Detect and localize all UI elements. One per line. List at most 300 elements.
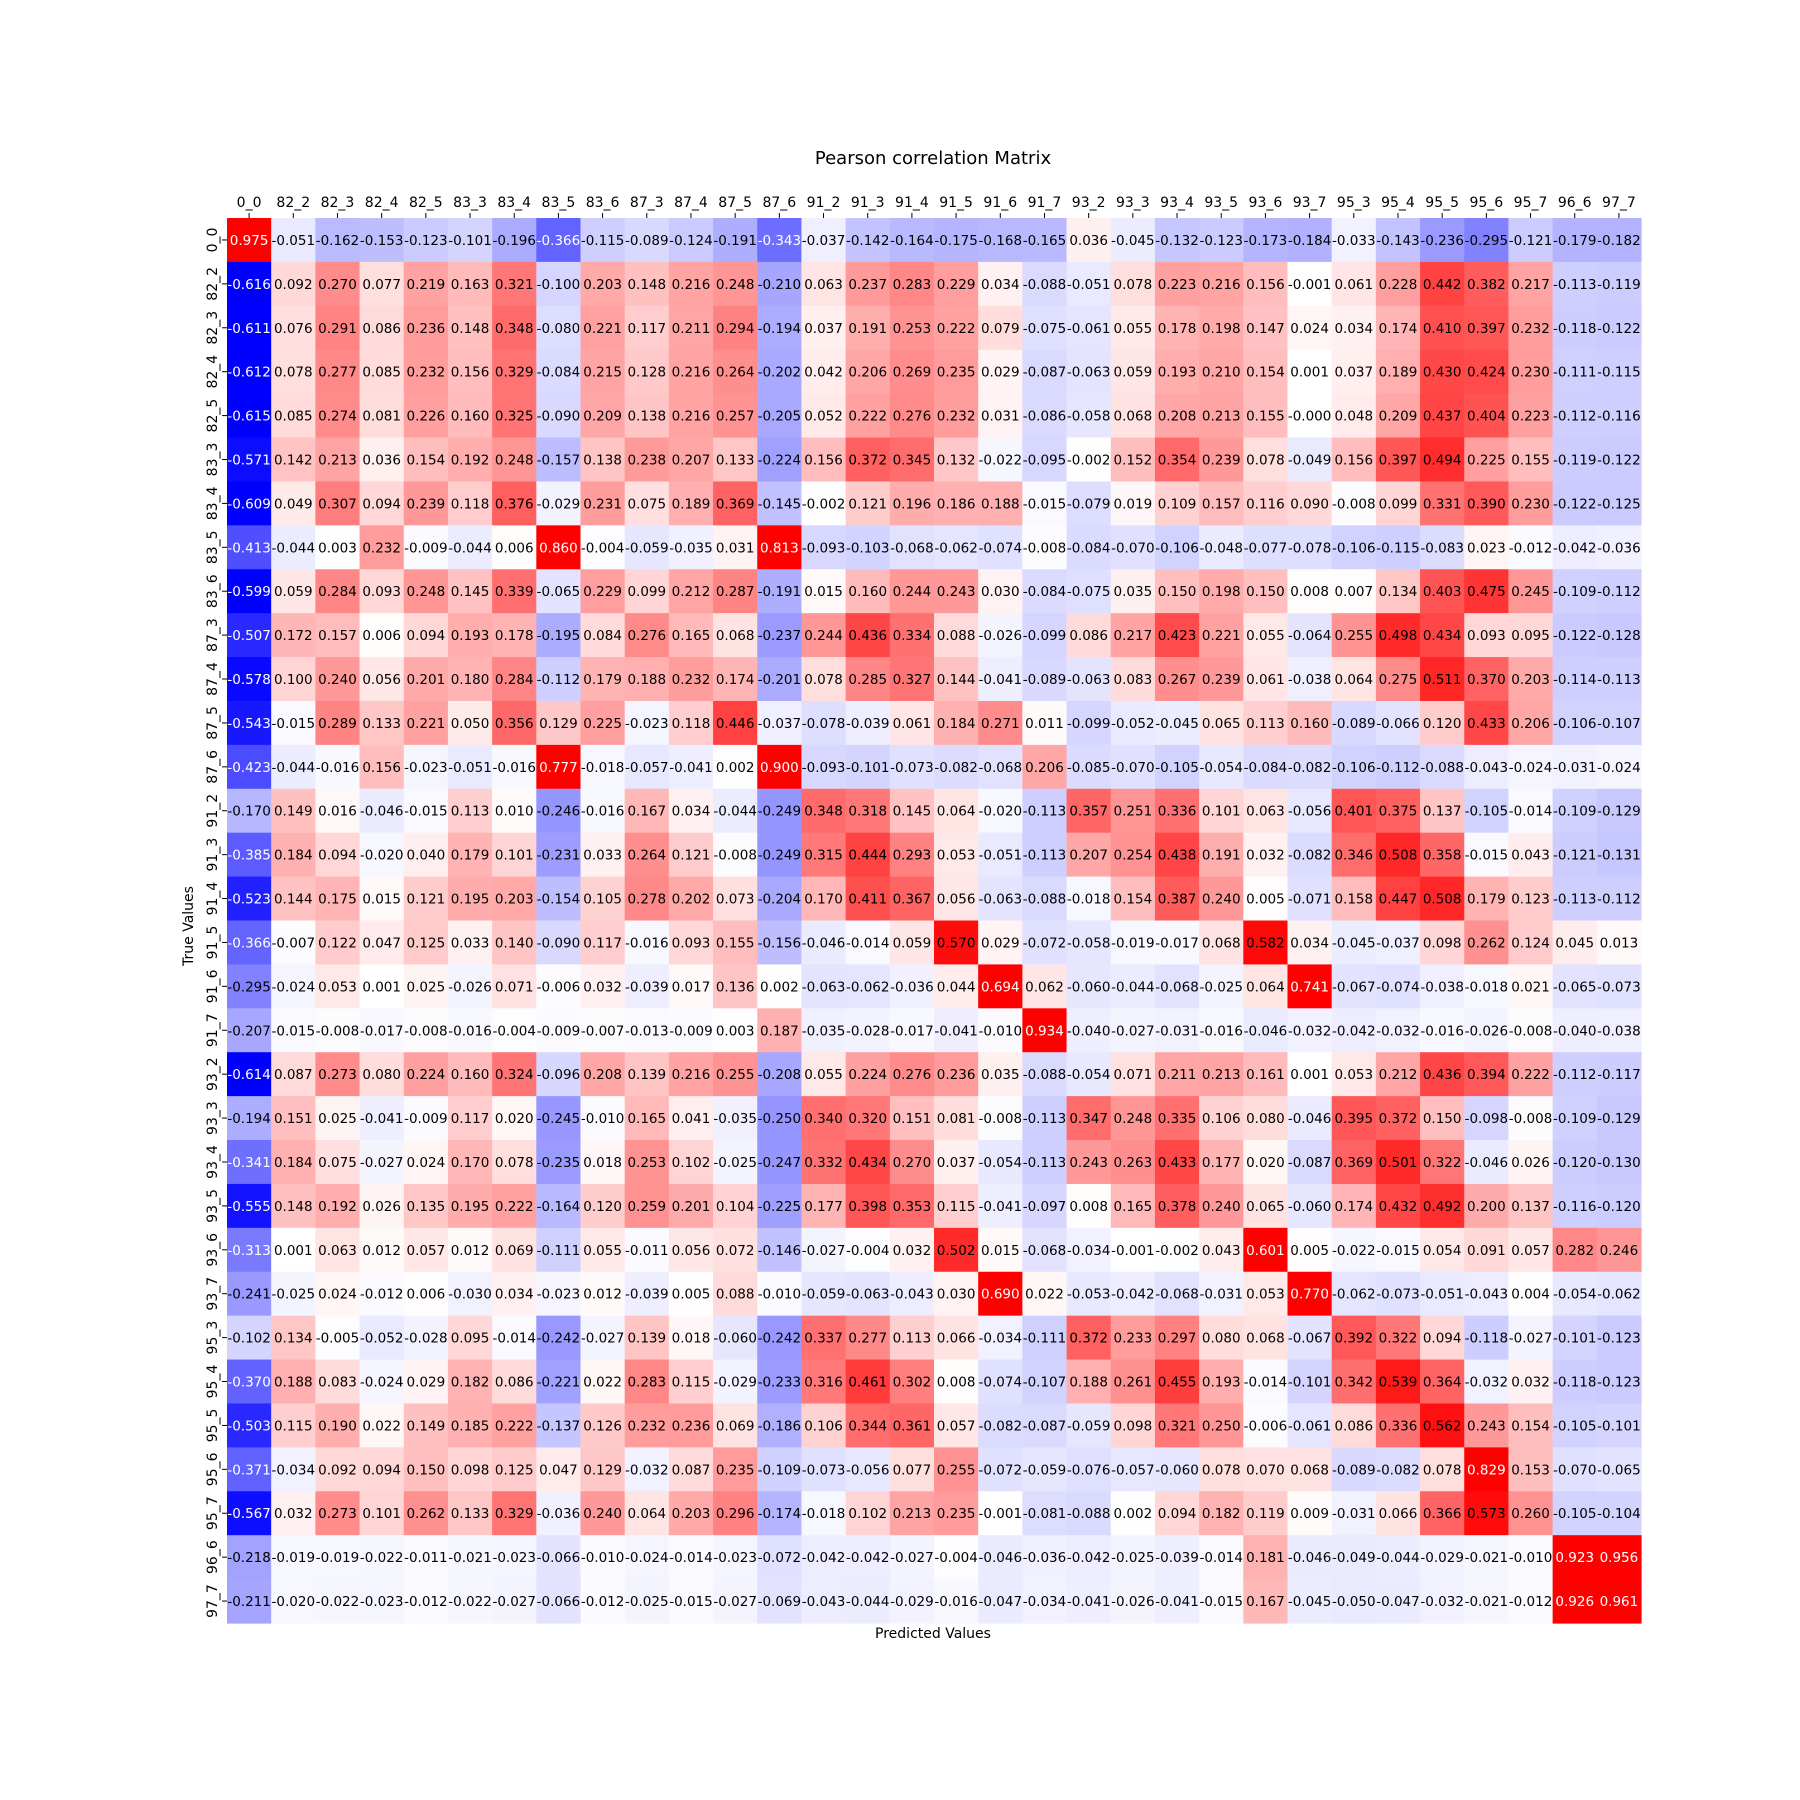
heatmap-cell-label: -0.045 [1287, 1594, 1332, 1611]
heatmap-cell-label: 0.235 [936, 364, 976, 381]
heatmap-cell-label: 0.061 [1246, 672, 1285, 689]
heatmap-cell-label: -0.205 [757, 408, 802, 425]
heatmap-cell-label: 0.243 [1467, 1418, 1506, 1435]
heatmap-cell-label: 0.151 [892, 1111, 932, 1128]
y-tick-label: 93_7 [205, 1276, 221, 1311]
heatmap-cell-label: 0.095 [1511, 628, 1550, 645]
heatmap-cell-label: -0.024 [359, 1374, 404, 1391]
heatmap-cell-label: -0.031 [1332, 1506, 1376, 1523]
heatmap-cell-label: 0.361 [892, 1418, 932, 1435]
heatmap-cell-label: 0.270 [318, 276, 357, 293]
x-tick-label: 97_7 [1602, 195, 1636, 211]
heatmap-cell-label: 0.140 [494, 935, 534, 952]
heatmap-cell-label: 0.036 [362, 452, 401, 469]
heatmap-cell-label: -0.194 [757, 320, 802, 337]
heatmap-cell-label: -0.072 [978, 1462, 1023, 1479]
heatmap-cell-label: 0.329 [494, 1506, 534, 1523]
heatmap-cell-label: -0.032 [1464, 1374, 1509, 1391]
heatmap-cell-label: 0.411 [848, 891, 888, 908]
y-tick-label: 91_3 [205, 837, 221, 872]
y-tick-label: 95_6 [205, 1452, 221, 1487]
heatmap-cell-label: -0.022 [448, 1594, 492, 1611]
heatmap-cell-label: 0.150 [1246, 584, 1285, 601]
heatmap-cell-label: -0.041 [934, 1023, 978, 1040]
heatmap-cell-label: -0.039 [625, 979, 669, 996]
heatmap-cell-label: 0.217 [1511, 276, 1550, 293]
heatmap-cell-label: -0.026 [978, 628, 1023, 645]
heatmap-cell-label: -0.210 [757, 276, 802, 293]
heatmap-cell-label: 0.216 [1201, 276, 1241, 293]
heatmap-cell-label: 0.113 [892, 1330, 932, 1347]
heatmap-cell-label: -0.035 [801, 1023, 846, 1040]
heatmap-cell-label: 0.151 [273, 1111, 313, 1128]
heatmap-cell-label: -0.101 [1287, 1374, 1332, 1391]
x-tick-label: 82_3 [320, 195, 355, 211]
heatmap-cell-label: 0.094 [406, 628, 446, 645]
heatmap-cell-label: 0.068 [1201, 935, 1241, 952]
heatmap-cell-label: -0.246 [536, 803, 581, 820]
heatmap-cell-label: -0.107 [1022, 1374, 1067, 1391]
heatmap-cell-label: -0.045 [1111, 232, 1155, 249]
heatmap-cell-label: -0.191 [757, 584, 802, 601]
heatmap-cell-label: 0.494 [1422, 452, 1462, 469]
heatmap-cell-label: 0.354 [1157, 452, 1197, 469]
heatmap-cell-label: 0.165 [671, 628, 711, 645]
heatmap-cell-label: 0.063 [804, 276, 843, 293]
heatmap-cell-label: 0.193 [1157, 364, 1197, 381]
heatmap-cell-label: -0.013 [625, 1023, 669, 1040]
heatmap-cell-label: 0.221 [406, 715, 446, 732]
heatmap-cell-label: -0.043 [1464, 759, 1509, 776]
heatmap-cell-label: -0.130 [1597, 1154, 1641, 1171]
heatmap-cell-label: 0.307 [318, 496, 357, 513]
heatmap-cell-label: -0.060 [713, 1330, 757, 1347]
heatmap-cell-label: 0.081 [362, 408, 401, 425]
heatmap-cell-label: 0.287 [715, 584, 755, 601]
heatmap-cell-label: 0.031 [980, 408, 1020, 425]
heatmap-cell-label: 0.156 [362, 759, 401, 776]
heatmap-cell-label: 0.135 [406, 1198, 446, 1215]
heatmap-cell-label: 0.008 [1290, 584, 1329, 601]
heatmap-cell-label: 0.193 [450, 628, 490, 645]
heatmap-cell-label: -0.611 [227, 320, 271, 337]
heatmap-cell-label: -0.044 [271, 759, 316, 776]
heatmap-cell-label: 0.291 [318, 320, 357, 337]
heatmap-cell-label: -0.153 [359, 232, 404, 249]
heatmap-cell-label: 0.003 [715, 1023, 755, 1040]
heatmap-cell-label: 0.570 [936, 935, 976, 952]
heatmap-cell-label: 0.961 [1599, 1594, 1639, 1611]
y-axis-label: True Values [181, 886, 197, 966]
heatmap-cell-label: 0.094 [318, 847, 357, 864]
heatmap-cell-label: -0.057 [625, 759, 669, 776]
heatmap-cell-label: 0.117 [450, 1111, 490, 1128]
heatmap-cell-label: 0.080 [1246, 1111, 1285, 1128]
heatmap-cell-label: 0.404 [1467, 408, 1506, 425]
heatmap-cell-label: -0.103 [845, 540, 890, 557]
heatmap-cell-label: 0.160 [450, 408, 490, 425]
heatmap-cell-label: 0.002 [715, 759, 755, 776]
heatmap-cell-label: -0.009 [404, 540, 448, 557]
heatmap-cell-label: -0.084 [1243, 759, 1288, 776]
heatmap-cell-label: 0.001 [1290, 1067, 1329, 1084]
heatmap-cell-label: -0.044 [448, 540, 492, 557]
heatmap-cell-label: 0.225 [1467, 452, 1506, 469]
heatmap-cell-label: 0.003 [318, 540, 357, 557]
heatmap-cell-label: 0.020 [1246, 1154, 1285, 1171]
heatmap-cell-label: -0.029 [536, 496, 581, 513]
heatmap-cell-label: -0.025 [625, 1594, 669, 1611]
heatmap-cell-label: 0.923 [1555, 1550, 1595, 1567]
heatmap-cell-label: -0.154 [536, 891, 581, 908]
heatmap-cell-label: -0.043 [1464, 1286, 1509, 1303]
heatmap-cell-label: 0.115 [936, 1198, 976, 1215]
heatmap-cell-label: -0.001 [978, 1506, 1023, 1523]
heatmap-cell-label: -0.077 [1243, 540, 1288, 557]
heatmap-cell-label: 0.382 [1467, 276, 1506, 293]
y-tick-label: 95_5 [205, 1408, 221, 1443]
heatmap-cell-label: -0.017 [1155, 935, 1199, 952]
heatmap-cell-label: -0.122 [1552, 496, 1597, 513]
heatmap-cell-label: 0.231 [583, 496, 622, 513]
heatmap-cell-label: 0.094 [362, 496, 401, 513]
heatmap-cell-label: 0.498 [1378, 628, 1418, 645]
heatmap-cell-label: 0.934 [1025, 1023, 1064, 1040]
heatmap-cell-label: 0.106 [1201, 1111, 1241, 1128]
heatmap-cell-label: 0.004 [1511, 1286, 1550, 1303]
heatmap-cell-label: -0.006 [536, 979, 581, 996]
heatmap-cell-label: 0.005 [671, 1286, 711, 1303]
heatmap-cell-label: -0.102 [227, 1330, 271, 1347]
heatmap-cell-label: 0.098 [1113, 1418, 1153, 1435]
heatmap-cell-label: -0.057 [1111, 1462, 1155, 1479]
heatmap-cell-label: 0.274 [318, 408, 357, 425]
heatmap-cell-label: 0.037 [1334, 364, 1374, 381]
heatmap-cell-label: 0.057 [1511, 1242, 1550, 1259]
heatmap-cell-label: 0.297 [1157, 1330, 1197, 1347]
heatmap-cell-label: -0.015 [1464, 847, 1509, 864]
heatmap-cell-label: 0.049 [273, 496, 313, 513]
heatmap-cell-label: -0.122 [1597, 452, 1641, 469]
heatmap-cell-label: 0.064 [627, 1506, 667, 1523]
heatmap-cell-label: -0.242 [536, 1330, 581, 1347]
y-tick-label: 95_4 [205, 1364, 221, 1399]
heatmap-cell-label: -0.235 [536, 1154, 581, 1171]
heatmap-cell-label: 0.073 [715, 891, 755, 908]
heatmap-cell-label: 0.055 [804, 1067, 843, 1084]
heatmap-cell-label: -0.109 [757, 1462, 802, 1479]
heatmap-cell-label: -0.051 [271, 232, 316, 249]
heatmap-cell-label: -0.113 [1022, 1111, 1067, 1128]
heatmap-cell-label: 0.126 [583, 1418, 622, 1435]
heatmap-cell-label: -0.004 [492, 1023, 536, 1040]
heatmap-cell-label: 0.155 [715, 935, 755, 952]
heatmap-cell-label: 0.260 [1511, 1506, 1550, 1523]
heatmap-cell-label: -0.385 [227, 847, 271, 864]
heatmap-cell-label: 0.177 [1201, 1154, 1241, 1171]
y-tick-label: 91_4 [205, 881, 221, 916]
heatmap-cell-label: -0.078 [1287, 540, 1332, 557]
heatmap-cell-label: 0.213 [1201, 1067, 1241, 1084]
heatmap-cell-label: 0.255 [1334, 628, 1374, 645]
heatmap-cell-label: 0.025 [318, 1111, 357, 1128]
heatmap-cell-label: -0.066 [536, 1594, 581, 1611]
heatmap-cell-label: -0.023 [359, 1594, 404, 1611]
heatmap-cell-label: -0.020 [271, 1594, 316, 1611]
heatmap-cell-label: -0.016 [315, 759, 360, 776]
heatmap-cell-label: 0.069 [715, 1418, 755, 1435]
heatmap-cell-label: -0.027 [801, 1242, 846, 1259]
heatmap-cell-label: 0.211 [1157, 1067, 1197, 1084]
heatmap-cell-label: 0.302 [892, 1374, 932, 1391]
heatmap-cell-label: -0.082 [1287, 847, 1332, 864]
heatmap-cell-label: 0.156 [450, 364, 490, 381]
heatmap-cell-label: -0.106 [1552, 715, 1597, 732]
heatmap-cell-label: -0.123 [1597, 1374, 1641, 1391]
heatmap-cell-label: -0.106 [1332, 540, 1376, 557]
heatmap-cell-label: 0.442 [1422, 276, 1462, 293]
heatmap-cell-label: 0.195 [450, 891, 490, 908]
heatmap-cell-label: -0.060 [1155, 1462, 1199, 1479]
heatmap-cell-label: 0.011 [1025, 715, 1064, 732]
heatmap-cell-label: -0.059 [625, 540, 669, 557]
heatmap-cell-label: -0.186 [757, 1418, 802, 1435]
heatmap-cell-label: 0.356 [494, 715, 534, 732]
heatmap-cell-label: 0.133 [362, 715, 401, 732]
heatmap-cell-label: -0.060 [1066, 979, 1111, 996]
heatmap-cell-label: 0.237 [848, 276, 888, 293]
heatmap-cell-label: -0.032 [1376, 1023, 1420, 1040]
heatmap-cell-label: 0.372 [848, 452, 888, 469]
heatmap-cell-label: 0.262 [1467, 935, 1506, 952]
heatmap-cell-label: 0.387 [1157, 891, 1197, 908]
heatmap-cell-label: 0.236 [936, 1067, 976, 1084]
heatmap-cell-label: -0.078 [801, 715, 846, 732]
heatmap-cell-label: -0.118 [1464, 1330, 1509, 1347]
heatmap-cell-label: 0.211 [671, 320, 711, 337]
heatmap-cell-label: 0.348 [804, 803, 843, 820]
heatmap-cell-label: -0.019 [271, 1550, 316, 1567]
heatmap-cell-label: 0.012 [362, 1242, 401, 1259]
heatmap-cell-label: -0.041 [359, 1111, 404, 1128]
heatmap-cell-label: 0.137 [1422, 803, 1462, 820]
heatmap-cell-label: 0.115 [273, 1418, 313, 1435]
heatmap-cell-label: 0.206 [1025, 759, 1064, 776]
heatmap-cell-label: 0.212 [1378, 1067, 1418, 1084]
heatmap-cell-label: 0.092 [273, 276, 313, 293]
heatmap-cell-label: 0.178 [494, 628, 534, 645]
heatmap-cell-label: 0.357 [1069, 803, 1108, 820]
heatmap-cell-label: -0.008 [1508, 1111, 1553, 1128]
heatmap-cell-label: 0.236 [671, 1418, 711, 1435]
heatmap-cell-label: -0.042 [845, 1550, 890, 1567]
heatmap-cell-label: -0.119 [1552, 452, 1597, 469]
heatmap-cell-label: 0.175 [318, 891, 357, 908]
heatmap-cell-label: -0.194 [227, 1111, 271, 1128]
heatmap-cell-label: -0.044 [1111, 979, 1155, 996]
heatmap-cell-label: 0.424 [1467, 364, 1506, 381]
heatmap-cell-label: -0.121 [1552, 847, 1597, 864]
heatmap-cell-label: -0.129 [1597, 1111, 1641, 1128]
heatmap-cell-label: -0.113 [1022, 1154, 1067, 1171]
y-tick-label: 83_4 [205, 486, 221, 521]
heatmap-cell-label: 0.216 [671, 408, 711, 425]
heatmap-cell-label: -0.053 [1066, 1286, 1111, 1303]
heatmap-cell-label: -0.047 [978, 1594, 1023, 1611]
heatmap-cell-label: -0.555 [227, 1198, 271, 1215]
heatmap-cell-label: 0.432 [1378, 1198, 1418, 1215]
heatmap-cell-label: 0.102 [671, 1154, 711, 1171]
y-tick-label: 83_6 [205, 574, 221, 609]
heatmap-cell-label: 0.501 [1378, 1154, 1418, 1171]
heatmap-cell-label: -0.008 [404, 1023, 448, 1040]
heatmap-cell-label: 0.372 [1069, 1330, 1108, 1347]
heatmap-cell-label: 0.029 [980, 935, 1020, 952]
heatmap-cell-label: 0.104 [715, 1198, 755, 1215]
heatmap-cell-label: -0.111 [536, 1242, 581, 1259]
heatmap-cell-label: 0.138 [583, 452, 622, 469]
heatmap-cell-label: 0.239 [1201, 672, 1241, 689]
heatmap-cell-label: -0.020 [359, 847, 404, 864]
heatmap-cell-label: 0.238 [627, 452, 667, 469]
heatmap-cell-label: -0.123 [404, 232, 448, 249]
heatmap-cell-label: 0.030 [980, 584, 1020, 601]
heatmap-cell-label: 0.331 [1422, 496, 1462, 513]
heatmap-cell-label: 0.088 [936, 628, 976, 645]
heatmap-cell-label: -0.036 [890, 979, 934, 996]
heatmap-cell-label: -0.021 [1464, 1550, 1509, 1567]
heatmap-cell-label: 0.165 [627, 1111, 667, 1128]
heatmap-cell-label: -0.242 [757, 1330, 802, 1347]
heatmap-cell-label: -0.142 [845, 232, 890, 249]
heatmap-cell-label: -0.041 [669, 759, 713, 776]
x-tick-label: 91_6 [983, 195, 1018, 211]
heatmap-cell-label: 0.182 [450, 1374, 490, 1391]
heatmap-cell-label: 0.167 [1246, 1594, 1285, 1611]
heatmap-cell-label: 0.539 [1378, 1374, 1418, 1391]
heatmap-cell-label: -0.046 [1464, 1154, 1509, 1171]
y-tick-label: 93_4 [205, 1145, 221, 1179]
heatmap-cell-label: -0.063 [801, 979, 846, 996]
heatmap-cell-label: -0.018 [1066, 891, 1111, 908]
heatmap-cell-label: 0.179 [450, 847, 490, 864]
heatmap-cell-label: 0.196 [892, 496, 932, 513]
heatmap-cell-label: 0.012 [450, 1242, 490, 1259]
heatmap-cell-label: -0.005 [315, 1330, 360, 1347]
heatmap-cell-label: -0.164 [890, 232, 934, 249]
heatmap-cell-label: 0.102 [848, 1506, 888, 1523]
heatmap-cell-label: -0.107 [1597, 715, 1641, 732]
heatmap-cell-label: 0.366 [1422, 1506, 1462, 1523]
heatmap-cell-label: -0.063 [845, 1286, 890, 1303]
heatmap-cell-label: -0.039 [625, 1286, 669, 1303]
heatmap-cell-label: -0.106 [1155, 540, 1199, 557]
heatmap-cell-label: 0.178 [1157, 320, 1197, 337]
heatmap-cell-label: 0.324 [494, 1067, 534, 1084]
y-tick-label: 95_3 [205, 1320, 221, 1355]
heatmap-cell-label: 0.160 [450, 1067, 490, 1084]
heatmap-cell-label: 0.016 [318, 803, 357, 820]
heatmap-cell-label: -0.022 [359, 1550, 404, 1567]
heatmap-cell-label: 0.154 [1511, 1418, 1550, 1435]
heatmap-cell-label: -0.044 [271, 540, 316, 557]
heatmap-cell-label: -0.578 [227, 672, 271, 689]
heatmap-cell-label: -0.073 [801, 1462, 846, 1479]
heatmap-cell-label: 0.080 [362, 1067, 401, 1084]
heatmap-cell-label: -0.615 [227, 408, 271, 425]
heatmap-cell-label: 0.207 [671, 452, 711, 469]
heatmap-cell-label: 0.394 [1467, 1067, 1506, 1084]
heatmap-cell-label: 0.276 [627, 628, 667, 645]
heatmap-cell-label: -0.017 [890, 1023, 934, 1040]
heatmap-cell-label: -0.012 [1508, 1594, 1553, 1611]
heatmap-cell-label: 0.239 [406, 496, 446, 513]
heatmap-cell-label: 0.061 [1334, 276, 1374, 293]
heatmap-cell-label: -0.179 [1552, 232, 1597, 249]
heatmap-cell-label: -0.106 [1332, 759, 1376, 776]
heatmap-cell-label: -0.162 [315, 232, 360, 249]
heatmap-cell-label: -0.109 [1552, 803, 1597, 820]
heatmap-cell-label: -0.081 [1022, 1506, 1067, 1523]
heatmap-cell-label: 0.032 [1246, 847, 1285, 864]
heatmap-cell-label: -0.084 [1066, 540, 1111, 557]
heatmap-cell-label: -0.011 [404, 1550, 448, 1567]
heatmap-cell-label: -0.083 [1420, 540, 1464, 557]
heatmap-cell-label: -0.145 [757, 496, 802, 513]
heatmap-cell-label: 0.502 [936, 1242, 976, 1259]
heatmap-cell-label: 0.975 [229, 232, 269, 249]
heatmap-cell-label: 0.369 [1334, 1154, 1374, 1171]
heatmap-cell-label: 0.444 [848, 847, 888, 864]
heatmap-cell-label: -0.023 [404, 759, 448, 776]
heatmap-cell-label: -0.614 [227, 1067, 271, 1084]
heatmap-cell-label: -0.021 [448, 1550, 492, 1567]
heatmap-cell-label: -0.101 [448, 232, 492, 249]
heatmap-cell-label: 0.259 [627, 1198, 667, 1215]
heatmap-cell-label: 0.066 [936, 1330, 976, 1347]
heatmap-cell-label: 0.022 [362, 1418, 401, 1435]
heatmap-cell-label: 0.332 [804, 1154, 843, 1171]
heatmap-cell-label: 0.378 [1157, 1198, 1197, 1215]
heatmap-cell-label: 0.262 [406, 1506, 446, 1523]
heatmap-cell-label: 0.163 [450, 276, 490, 293]
heatmap-cell-label: 0.157 [318, 628, 357, 645]
heatmap-cell-label: 0.036 [1069, 232, 1108, 249]
heatmap-cell-label: 0.081 [936, 1111, 976, 1128]
heatmap-cell-label: -0.034 [978, 1330, 1023, 1347]
heatmap-cell-label: 0.367 [892, 891, 932, 908]
heatmap-cell-label: 0.219 [406, 276, 446, 293]
heatmap-cell-label: -0.109 [1552, 584, 1597, 601]
heatmap-cell-label: -0.008 [713, 847, 757, 864]
heatmap-cell-label: 0.042 [804, 364, 843, 381]
heatmap-cell-label: 0.015 [362, 891, 401, 908]
heatmap-cell-label: -0.004 [845, 1242, 890, 1259]
x-tick-label: 93_2 [1071, 195, 1106, 211]
x-tick-label: 93_4 [1160, 195, 1194, 211]
heatmap-cell-label: 0.322 [1422, 1154, 1462, 1171]
heatmap-cell-label: -0.088 [1022, 891, 1067, 908]
heatmap-cell-label: -0.007 [271, 935, 316, 952]
heatmap-cell-label: -0.080 [536, 320, 581, 337]
heatmap-cell-label: 0.120 [1422, 715, 1462, 732]
heatmap-cell-label: 0.015 [980, 1242, 1020, 1259]
heatmap-cell-label: -0.105 [1552, 1418, 1597, 1435]
heatmap-cell-label: -0.196 [492, 232, 536, 249]
heatmap-cell-label: -0.082 [1287, 759, 1332, 776]
heatmap-cell-label: -0.112 [1552, 408, 1597, 425]
heatmap-cell-label: 0.327 [892, 672, 932, 689]
